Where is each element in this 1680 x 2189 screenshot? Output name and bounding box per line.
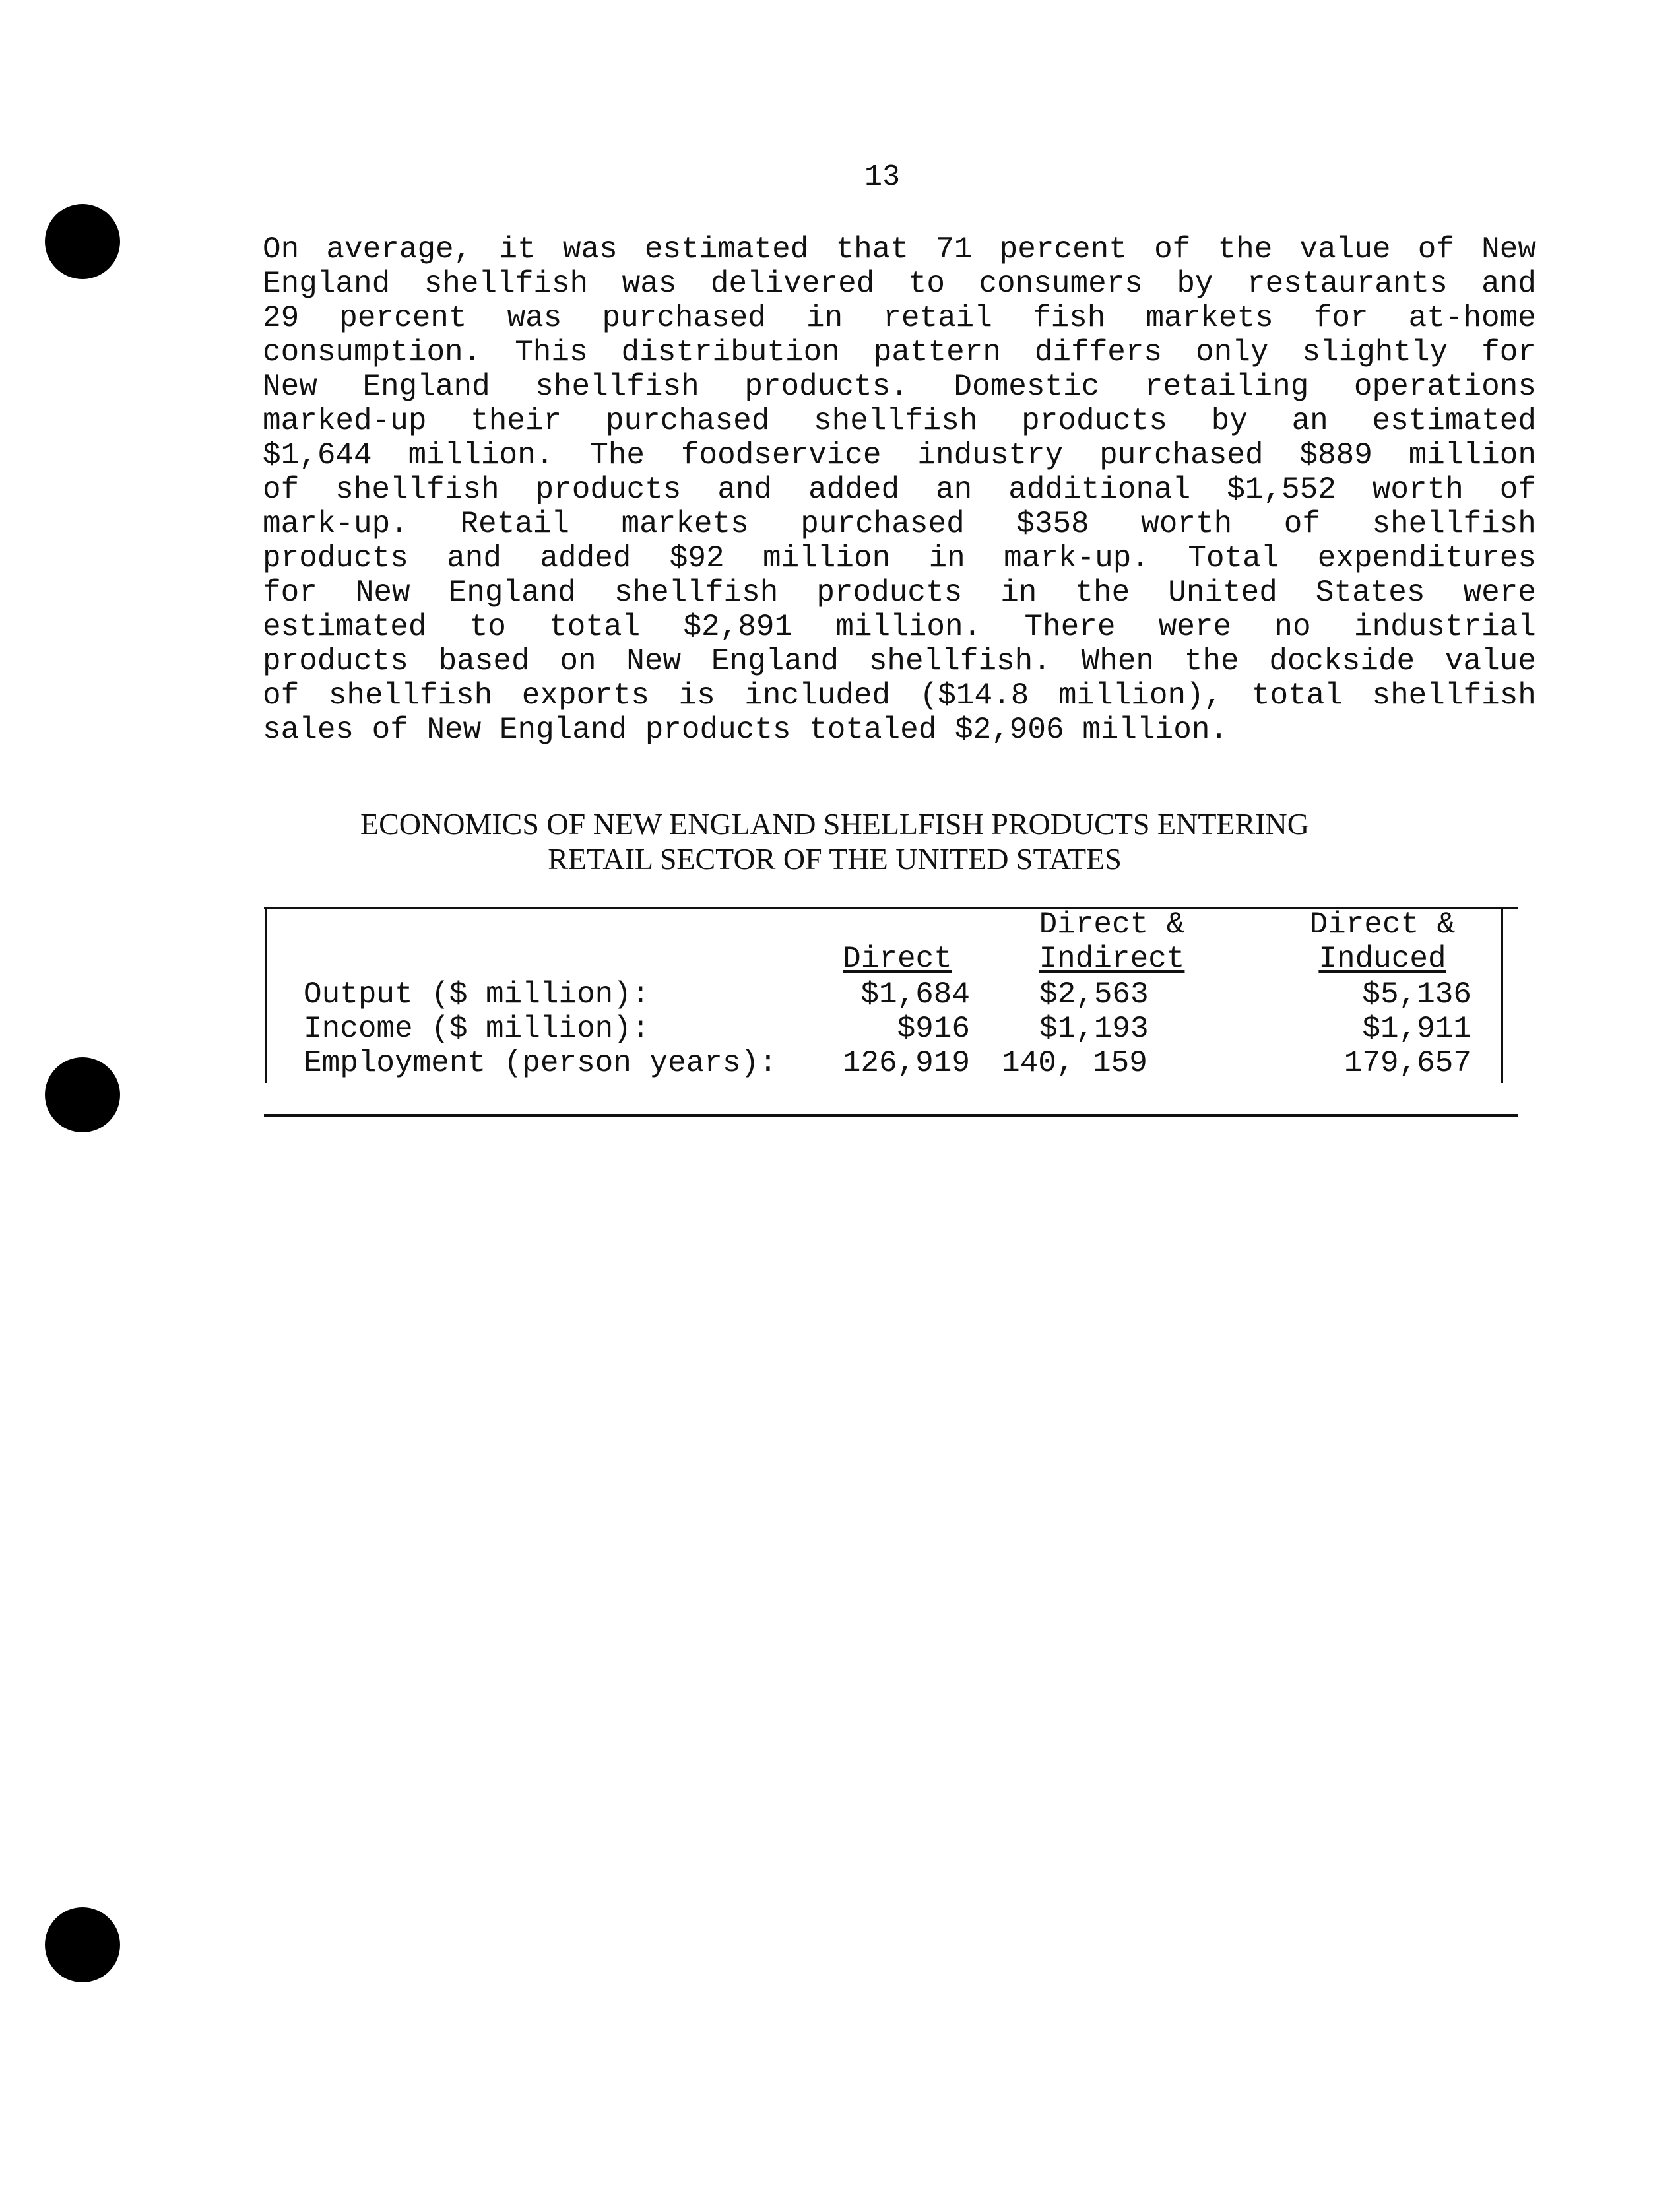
word: in (806, 301, 843, 335)
word: the (1184, 644, 1239, 678)
word: million. (408, 438, 554, 473)
word: New (626, 644, 682, 678)
row-label-employment: Employment (person years): (304, 1046, 777, 1080)
word: was (622, 267, 677, 301)
paragraph-line (263, 644, 1536, 678)
word: value (1444, 644, 1536, 678)
word: their (470, 404, 562, 438)
word: exports (521, 678, 649, 713)
word: distribution (621, 335, 840, 370)
word: total (549, 610, 641, 644)
paragraph-line (263, 678, 1536, 713)
word: million (762, 541, 891, 575)
paragraph-line (263, 575, 1536, 610)
table-title-line-2: RETAIL SECTOR OF THE UNITED STATES (548, 842, 1122, 876)
word: marked-up (263, 404, 427, 438)
table-left-border (265, 907, 267, 1083)
word: for (1481, 335, 1536, 370)
word: worth (1372, 473, 1464, 507)
word: were (1463, 575, 1536, 610)
word: $358 (1016, 507, 1089, 541)
word: million (1408, 438, 1536, 473)
word: $2,891 (683, 610, 793, 644)
word: of (1283, 507, 1320, 541)
cell-output-direct: $1,684 (860, 977, 970, 1012)
word: and (717, 473, 773, 507)
word: value (1299, 232, 1391, 267)
table-right-border (1501, 907, 1503, 1083)
paragraph-line (263, 507, 1536, 541)
word: worth (1141, 507, 1233, 541)
paragraph-line (263, 335, 1536, 370)
word: New (1481, 232, 1536, 267)
word: shellfish (328, 678, 493, 713)
word: foodservice (680, 438, 882, 473)
word: New (263, 370, 317, 404)
word: 29 (263, 301, 300, 335)
word: England (263, 267, 391, 301)
word: retailing (1144, 370, 1309, 404)
cell-output-direct-induced: $5,136 (1362, 977, 1471, 1012)
word: markets (621, 507, 749, 541)
word: States (1315, 575, 1425, 610)
table-title-line-1: ECONOMICS OF NEW ENGLAND SHELLFISH PRODUCTS ENTERING (360, 807, 1309, 841)
word: by (1211, 404, 1248, 438)
word: only (1196, 335, 1269, 370)
punch-hole-top (45, 204, 120, 279)
word: shellfish (335, 473, 500, 507)
row-label-output: Output ($ million): (304, 977, 650, 1012)
word: industrial (1353, 610, 1536, 644)
column-header-direct-induced (1280, 907, 1485, 976)
paragraph-line (263, 404, 1536, 438)
word: differs (1034, 335, 1163, 370)
word: Retail (460, 507, 569, 541)
word: of (1499, 473, 1536, 507)
word: mark-up. (263, 507, 408, 541)
word: based (438, 644, 530, 678)
word: purchased (605, 404, 770, 438)
word: 71 (936, 232, 973, 267)
row-label-income: Income ($ million): (304, 1012, 650, 1046)
word: England (711, 644, 839, 678)
word: estimated (263, 610, 427, 644)
word: and (1481, 267, 1536, 301)
punch-hole-middle (45, 1057, 120, 1132)
word: shellfish. (868, 644, 1051, 678)
word: industry (917, 438, 1064, 473)
word: When (1081, 644, 1155, 678)
word: it (499, 232, 536, 267)
word: shellfish (614, 575, 779, 610)
table-title (264, 806, 1405, 876)
paragraph-line (263, 610, 1536, 644)
word: products (535, 473, 682, 507)
word: products. (744, 370, 909, 404)
word: percent (339, 301, 467, 335)
paragraph-line (263, 438, 1536, 473)
word: restaurants (1247, 267, 1448, 301)
word: dockside (1269, 644, 1415, 678)
word: mark-up. (1004, 541, 1149, 575)
word: fish (1032, 301, 1106, 335)
word: an (936, 473, 973, 507)
word: for (1313, 301, 1369, 335)
word: was (507, 301, 562, 335)
word: $92 (669, 541, 725, 575)
word: products (263, 541, 408, 575)
word: ($14.8 (919, 678, 1029, 713)
column-header-direct-indirect-top: Direct & (1039, 907, 1185, 942)
word: million. (835, 610, 982, 644)
word: an (1291, 404, 1328, 438)
word: the (1217, 232, 1273, 267)
word: of (263, 473, 300, 507)
cell-income-direct-induced: $1,911 (1362, 1012, 1471, 1046)
word: shellfish (535, 370, 699, 404)
word: of (1154, 232, 1191, 267)
word: Total (1188, 541, 1279, 575)
word: the (1075, 575, 1130, 610)
word: million), (1058, 678, 1223, 713)
word: consumption. (263, 335, 482, 370)
cell-output-direct-indirect: $2,563 (1039, 977, 1149, 1012)
word: added (808, 473, 900, 507)
body-paragraph (263, 232, 1536, 747)
cell-employment-direct-induced: 179,657 (1343, 1046, 1471, 1080)
word: shellfish (1372, 507, 1536, 541)
word: in (928, 541, 965, 575)
word: estimated (1372, 404, 1536, 438)
word: expenditures (1317, 541, 1536, 575)
word: New (355, 575, 410, 610)
paragraph-line (263, 232, 1536, 267)
paragraph-line: sales of New England products totaled $2,906 million. (263, 713, 1229, 747)
word: delivered (710, 267, 875, 301)
table-bottom-rule (264, 1114, 1518, 1117)
word: on (560, 644, 597, 678)
paragraph-line (263, 541, 1536, 575)
column-header-direct (818, 907, 977, 976)
word: products (1021, 404, 1167, 438)
word: were (1158, 610, 1232, 644)
word: shellfish (1372, 678, 1536, 713)
page-number: 13 (864, 160, 901, 194)
word: England (362, 370, 490, 404)
word: products (263, 644, 408, 678)
word: slightly (1302, 335, 1448, 370)
word: percent (999, 232, 1127, 267)
word: shellfish (814, 404, 978, 438)
paragraph-line (263, 301, 1536, 335)
punch-hole-bottom (45, 1907, 120, 1982)
word: retail (883, 301, 992, 335)
word: for (263, 575, 317, 610)
word: purchased (800, 507, 965, 541)
word: $1,552 (1227, 473, 1336, 507)
word: that (835, 232, 909, 267)
word: of (263, 678, 300, 713)
word: estimated (644, 232, 809, 267)
word: markets (1146, 301, 1274, 335)
word: no (1274, 610, 1311, 644)
word: to (469, 610, 506, 644)
column-header-direct-induced-top: Direct & (1309, 907, 1456, 942)
cell-employment-direct-indirect: 140, 159 (1002, 1046, 1147, 1080)
word: products (816, 575, 963, 610)
word: Domestic (953, 370, 1100, 404)
word: There (1024, 610, 1116, 644)
word: $889 (1299, 438, 1373, 473)
word: added (540, 541, 631, 575)
word: shellfish (424, 267, 589, 301)
word: The (590, 438, 645, 473)
word: purchased (1099, 438, 1264, 473)
word: was (562, 232, 618, 267)
column-header-direct-indirect-label: Indirect (1039, 942, 1185, 976)
word: of (1417, 232, 1454, 267)
cell-employment-direct: 126,919 (842, 1046, 970, 1080)
word: is (678, 678, 715, 713)
word: included (744, 678, 891, 713)
word: On (263, 232, 300, 267)
column-header-direct-induced-label: Induced (1318, 942, 1446, 976)
paragraph-line (263, 370, 1536, 404)
word: purchased (602, 301, 766, 335)
cell-income-direct: $916 (897, 1012, 970, 1046)
word: in (1000, 575, 1037, 610)
word: consumers (979, 267, 1143, 301)
word: at-home (1408, 301, 1536, 335)
word: to (908, 267, 945, 301)
word: and (447, 541, 502, 575)
word: pattern (873, 335, 1001, 370)
cell-income-direct-indirect: $1,193 (1039, 1012, 1149, 1046)
column-header-direct-label: Direct (843, 942, 952, 976)
paragraph-line (263, 267, 1536, 301)
word: England (448, 575, 576, 610)
word: average, (326, 232, 472, 267)
word: United (1168, 575, 1277, 610)
economics-table (264, 907, 1518, 1086)
word: This (515, 335, 588, 370)
word: additional (1008, 473, 1191, 507)
column-header-direct-top (818, 907, 977, 942)
word: by (1177, 267, 1213, 301)
word: $1,644 (263, 438, 372, 473)
column-header-direct-indirect (1006, 907, 1217, 976)
word: total (1251, 678, 1343, 713)
paragraph-line (263, 473, 1536, 507)
word: operations (1353, 370, 1536, 404)
